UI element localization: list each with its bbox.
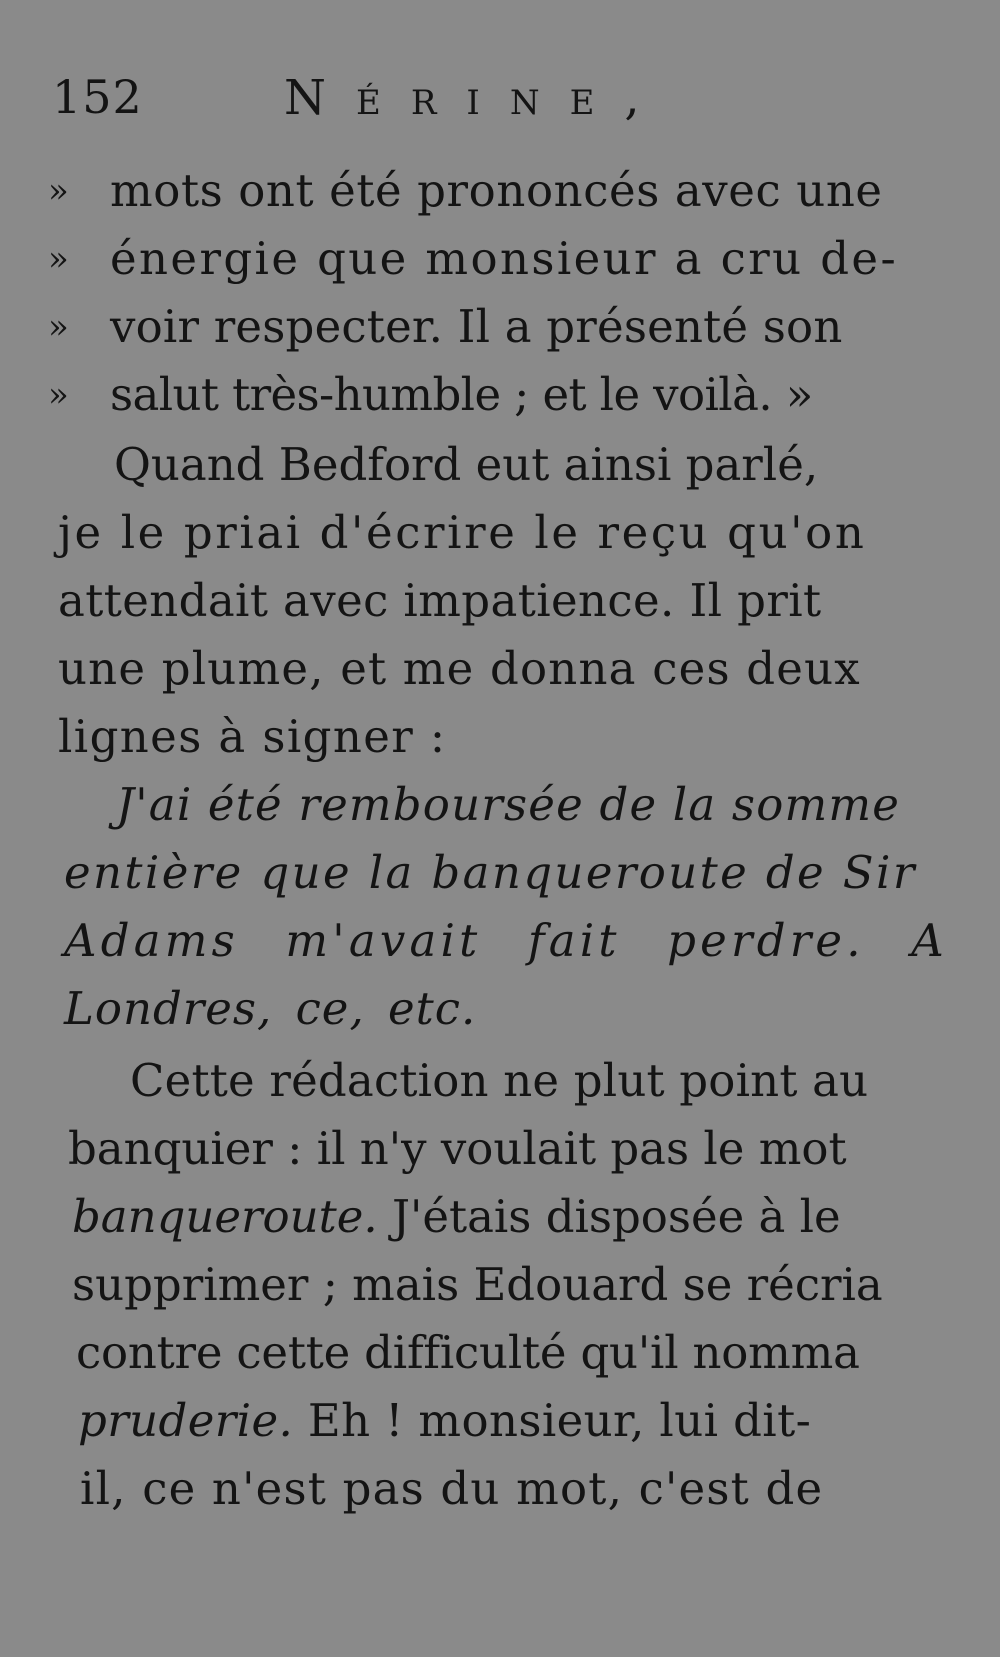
paragraph-line: lignes à signer : <box>58 710 447 763</box>
page-number: 152 <box>52 70 143 124</box>
quoted-line-text: salut très-humble ; et le voilà. » <box>110 368 813 421</box>
italic-word: banqueroute. <box>72 1190 378 1243</box>
paragraph-line <box>72 1184 841 1250</box>
guillemet-mark: » <box>48 171 69 211</box>
paragraph-line: Quand Bedford eut ainsi parlé, <box>114 438 819 491</box>
quoted-line <box>0 362 1000 428</box>
quoted-line-text: énergie que monsieur a cru de- <box>110 232 899 285</box>
paragraph-line <box>78 1388 811 1454</box>
paragraph-line: je le priai d'écrire le reçu qu'on <box>58 506 867 559</box>
receipt-line: Londres, ce, etc. <box>64 982 477 1035</box>
receipt-line: Adams m'avait fait perdre. A <box>64 914 948 967</box>
quoted-line <box>0 158 1000 224</box>
italic-word: pruderie. <box>78 1394 294 1447</box>
paragraph-line: il, ce n'est pas du mot, c'est de <box>80 1462 824 1515</box>
guillemet-mark: » <box>48 307 69 347</box>
receipt-line: entière que la banqueroute de Sir <box>64 846 917 899</box>
guillemet-mark: » <box>48 239 69 279</box>
paragraph-line-rest: J'étais disposée à le <box>377 1190 841 1243</box>
paragraph-line: une plume, et me donna ces deux <box>58 642 861 695</box>
paragraph-line: supprimer ; mais Edouard se récria <box>72 1258 883 1311</box>
page-header <box>52 70 952 140</box>
paragraph-line: banquier : il n'y voulait pas le mot <box>68 1122 847 1175</box>
quoted-line-text: mots ont été prononcés avec une <box>110 164 883 217</box>
quoted-line-text: voir respecter. Il a présenté son <box>110 300 843 353</box>
quoted-line <box>0 226 1000 292</box>
paragraph-line: Cette rédaction ne plut point au <box>130 1054 869 1107</box>
running-title: Nérine, <box>284 70 670 126</box>
paragraph-line: contre cette difficulté qu'il nomma <box>76 1326 860 1379</box>
paragraph-line-rest: Eh ! monsieur, lui dit- <box>293 1394 812 1447</box>
paragraph-line: attendait avec impatience. Il prit <box>58 574 822 627</box>
receipt-line: J'ai été remboursée de la somme <box>116 778 901 831</box>
guillemet-mark: » <box>48 375 69 415</box>
quoted-line <box>0 294 1000 360</box>
